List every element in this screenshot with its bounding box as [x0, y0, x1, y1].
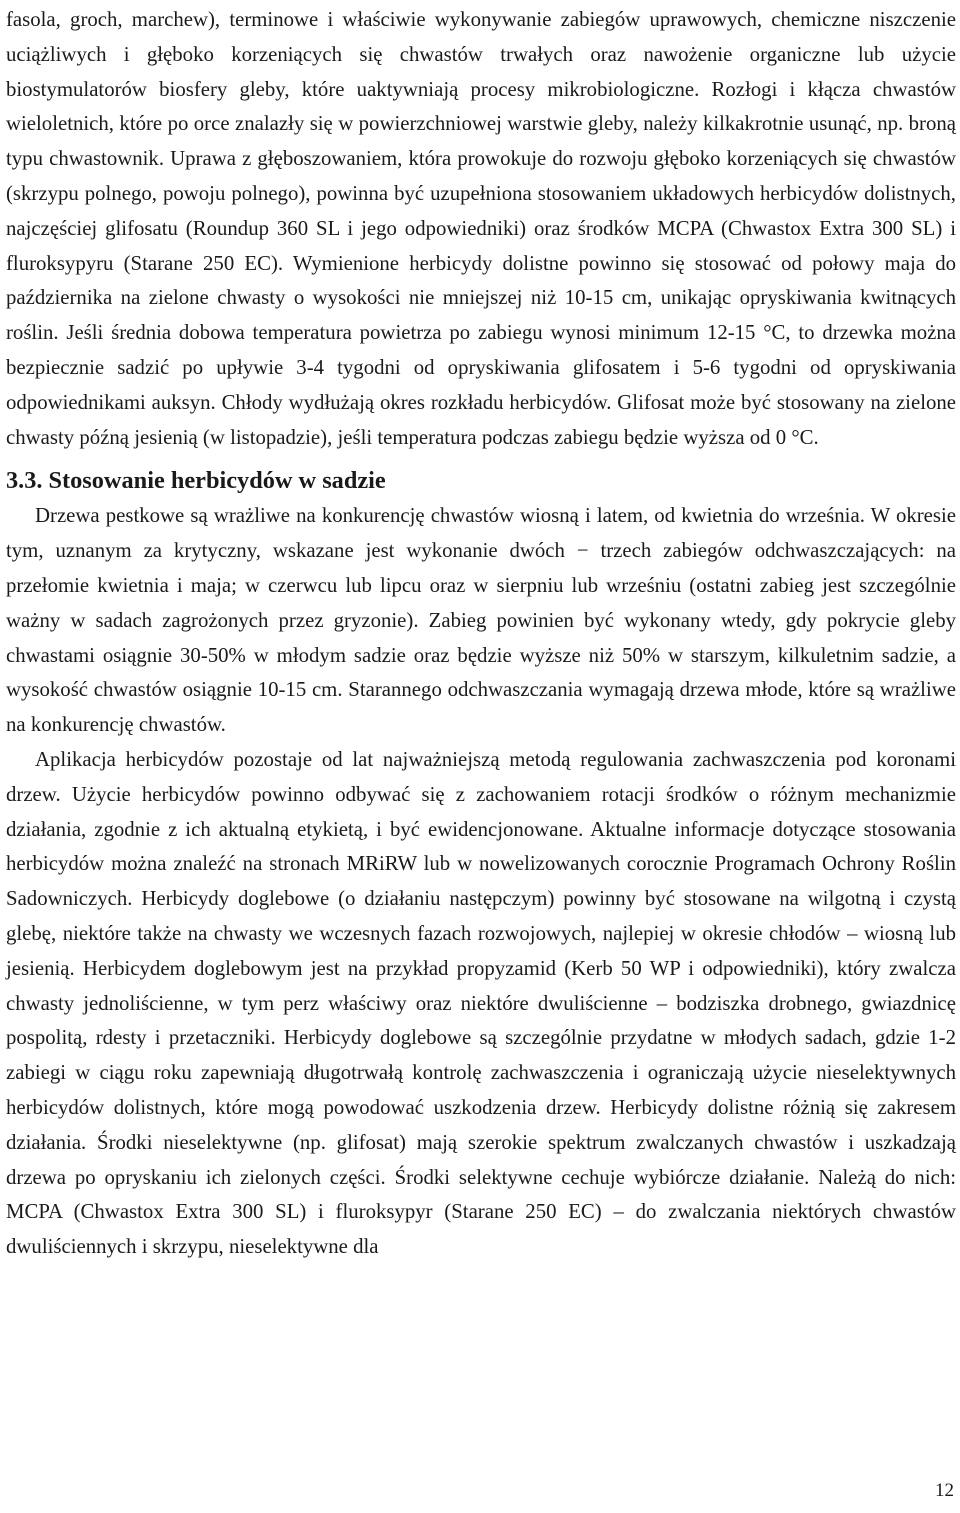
- page-number: 12: [935, 1480, 954, 1501]
- paragraph-weed-control-soil-preparation: fasola, groch, marchew), terminowe i właściwie wykonywanie zabiegów uprawowych, chemiczne niszczenie uciążliwych i głęboko korzeniących się chwastów trwałych oraz nawożenie organiczne lub użycie biostymulatorów biosfery gleby, które uaktywniają procesy mikrobiologiczne. Rozłogi i kłącza chwastów wieloletnich, które po orce znalazły się w powierzchniowej warstwie gleby, należy kilkakrotnie usunąć, np. broną typu chwastownik. Uprawa z głęboszowaniem, która prowokuje do rozwoju głęboko korzeniących się chwastów (skrzypu polnego, powoju polnego), powinna być uzupełniona stosowaniem układowych herbicydów dolistnych, najczęściej glifosatu (Roundup 360 SL i jego odpowiedniki) oraz środków MCPA (Chwastox Extra 300 SL) i fluroksypyru (Starane 250 EC). Wymienione herbicydy dolistne powinno się stosować od połowy maja do października na zielone chwasty o wysokości nie mniejszej niż 10-15 cm, unikając opryskiwania kwitnących roślin. Jeśli średnia dobowa temperatura powietrza po zabiegu wynosi minimum 12-15 °C, to drzewka można bezpiecznie sadzić po upływie 3-4 tygodni od opryskiwania glifosatem i 5-6 tygodni od opryskiwania odpowiednikami auksyn. Chłody wydłużają okres rozkładu herbicydów. Glifosat może być stosowany na zielone chwasty późną jesienią (w listopadzie), jeśli temperatura podczas zabiegu będzie wyższa od 0 °C.: [6, 8, 956, 449]
- section-title: Stosowanie herbicydów w sadzie: [48, 467, 386, 495]
- paragraph-herbicide-application: Aplikacja herbicydów pozostaje od lat najważniejszą metodą regulowania zachwaszczenia pod koronami drzew. Użycie herbicydów powinno odbywać się z zachowaniem rotacji środków o różnym mechanizmie działania, zgodnie z ich aktualną etykietą, i być ewidencjonowane. Aktualne informacje dotyczące stosowania herbicydów można znaleźć na stronach MRiRW lub w nowelizowanych corocznie Programach Ochrony Roślin Sadowniczych. Herbicydy doglebowe (o działaniu następczym) powinny być stosowane na wilgotną i czystą glebę, niektóre także na chwasty we wczesnych fazach rozwojowych, najlepiej w okresie chłodów – wiosną lub jesienią. Herbicydem doglebowym jest na przykład propyzamid (Kerb 50 WP i odpowiedniki), który zwalcza chwasty jednoliścienne, w tym perz właściwy oraz niektóre dwuliścienne – bodziszka drobnego, gwiazdnicę pospolitą, rdesty i przetaczniki. Herbicydy doglebowe są szczególnie przydatne w młodych sadach, gdzie 1-2 zabiegi w ciągu roku zapewniają długotrwałą kontrolę zachwaszczenia i ograniczają użycie nieselektywnych herbicydów dolistnych, które mogą powodować uszkodzenia drzew. Herbicydy dolistne różnią się zakresem działania. Środki nieselektywne (np. glifosat) mają szerokie spektrum zwalczanych chwastów i uszkadzają drzewa po opryskaniu ich zielonych części. Środki selektywne cechuje wybiórcze działanie. Należą do nich: MCPA (Chwastox Extra 300 SL) i fluroksypyr (Starane 250 EC) – do zwalczania niektórych chwastów dwuliściennych i skrzypu, nieselektywne dla: [6, 747, 956, 1259]
- paragraph-stone-fruit-competition: Drzewa pestkowe są wrażliwe na konkurencję chwastów wiosną i latem, od kwietnia do września. W okresie tym, uznanym za krytyczny, wskazane jest wykonanie dwóch − trzech zabiegów odchwaszczających: na przełomie kwietnia i maja; w czerwcu lub lipcu oraz w sierpniu lub wrześniu (ostatni zabieg jest szczególnie ważny w sadach zagrożonych przez gryzonie). Zabieg powinien być wykonany wtedy, gdy pokrycie gleby chwastami osiągnie 30-50% w młodym sadzie oraz będzie wyższe niż 50% w starszym, kilkuletnim sadzie, a wysokość chwastów osiągnie 10-15 cm. Starannego odchwaszczania wymagają drzewa młode, które są wrażliwe na konkurencję chwastów.: [6, 504, 956, 737]
- section-number: 3.3.: [6, 467, 43, 495]
- section-heading: [6, 463, 956, 499]
